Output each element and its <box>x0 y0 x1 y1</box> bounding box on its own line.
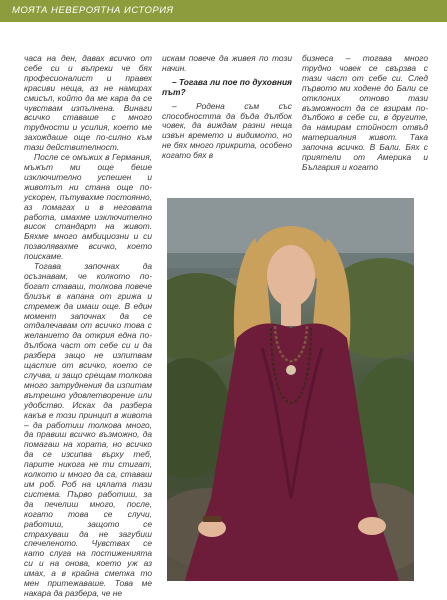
portrait-illustration <box>167 198 414 581</box>
article-column-1 <box>24 54 152 599</box>
paragraph: искам повече да живея по този начин. <box>162 53 292 73</box>
portrait-photo <box>167 198 414 581</box>
section-title: МОЯТА НЕВЕРОЯТНА ИСТОРИЯ <box>12 5 174 16</box>
paragraph: часа на ден, давах всичко от себе си и въпреки че бях професионалист и правех красиви неща, аз не намирах смисъл, който да ме кара да се чувствам изпълнена. Винаги всичко ставаше с много трудности и усилия, което ме захождаше още по-силно към тази действителност. <box>24 53 152 153</box>
interview-question: – Тогава ли пое по духовния път? <box>162 76 292 97</box>
paragraph: бизнеса – тогава много трудно човек се свързва с тази част от себе си. След първото ми ходене до Бали се отклоних отново тази възможност да се взирам по-дълбоко в себе си, в другите, да намирам стойност отвъд материалния живот. Така започна всичко. В Бали. Бях с приятели от Америка и България и когато <box>302 53 428 172</box>
paragraph: Тогава започнах да осъзнавам, че колкото по-богат ставаш, толкова повече близък в капана от грижа и стремеж да имаш още. В един момент започнах да се отдалечавам от всичко това с желанието да открия една по-дълбока част от себе си и да разбера защо не изпитвам щастие от всичко, което се случва, и защо срещам толкова много затруднения да изпитам вътрешно удовлетворение или удобство. Исках да разбера какъв е този принцип в живота – да работиш толкова много, да правиш всичко възможно, да помагаш на хората, но всичко да се изсипва върху теб, парите никога не ти стигат, колкото и много да са, ставаш им роб. Роб на цялата тази система. Първо работиш, за да печелиш много, после, когато това се случи, работиш, защото се страхуваш да не загубиш спечеленото. Чувствах се като слуга на постиженията си и на онова, което уж аз имах, а в крайна сметка то мен притежаваше. Това ме накара да разбера, че не <box>24 261 152 598</box>
paragraph: – Родена съм със способността да бъда дълбок човек, да виждам разни неща извън времето и видимото, но не бях много прикрита, особено когато бях в <box>162 100 292 161</box>
section-header <box>0 0 447 22</box>
article-column-2 <box>162 54 292 161</box>
paragraph: После се омъжих в Германия, мъжът ми още беше изключително успешен и животът ни стана още по-ускорен, пътувахме постоянно, аз помагах и в неговата работа, имахме изключително висок стандарт на живот. Бяхме много амбициозни и си позволявахме всичко, което поискаме. <box>24 152 152 262</box>
article-column-3 <box>302 54 428 173</box>
